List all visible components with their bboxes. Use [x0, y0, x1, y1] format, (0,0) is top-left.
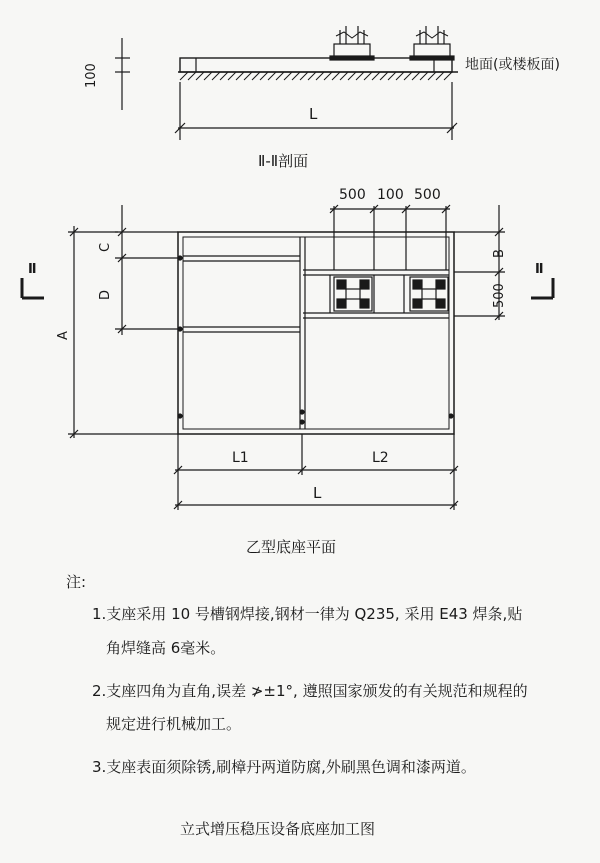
dim-top-500-right: 500	[414, 187, 441, 203]
dim-top-100: 100	[377, 187, 404, 203]
dim-a: A	[56, 331, 71, 340]
section-title: Ⅱ-Ⅱ剖面	[258, 152, 309, 170]
section-length-dim: L	[309, 105, 318, 123]
note-2-line-2: 规定进行机械加工。	[106, 715, 242, 733]
section-marker-right	[531, 278, 553, 298]
section-height-dim: 100	[84, 63, 99, 88]
note-3: 3.支座表面须除锈,刷樟丹两道防腐,外刷黑色调和漆两道。	[92, 758, 476, 776]
dim-b: B	[492, 249, 507, 258]
dim-l: L	[313, 484, 322, 502]
dim-d: D	[98, 289, 113, 300]
notes-heading: 注:	[66, 573, 87, 591]
anchor-support-right	[410, 26, 454, 60]
dim-c: C	[98, 242, 113, 252]
dim-l1: L1	[232, 450, 249, 466]
dim-top-500-left: 500	[339, 187, 366, 203]
anchor-support-left	[330, 26, 374, 60]
section-marker-left	[22, 278, 44, 298]
floor-label: 地面(或楼板面)	[465, 57, 560, 73]
anchor-pad-right	[410, 277, 448, 311]
note-1-line-2: 角焊缝高 6毫米。	[106, 639, 226, 657]
dim-500-right: 500	[492, 283, 507, 308]
section-mark-right: Ⅱ	[535, 262, 544, 277]
section-mark-left: Ⅱ	[28, 262, 37, 277]
note-1-line-1: 1.支座采用 10 号槽钢焊接,钢材一律为 Q235, 采用 E43 焊条,贴	[92, 605, 523, 623]
plan-title: 乙型底座平面	[246, 538, 337, 556]
dim-l2: L2	[372, 450, 389, 466]
note-2-line-1: 2.支座四角为直角,误差 ≯±1°, 遵照国家颁发的有关规范和规程的	[92, 682, 528, 700]
anchor-pad-left	[334, 277, 372, 311]
section-view	[115, 26, 458, 140]
ground-hatch	[180, 72, 452, 80]
figure-title: 立式增压稳压设备底座加工图	[180, 820, 376, 838]
